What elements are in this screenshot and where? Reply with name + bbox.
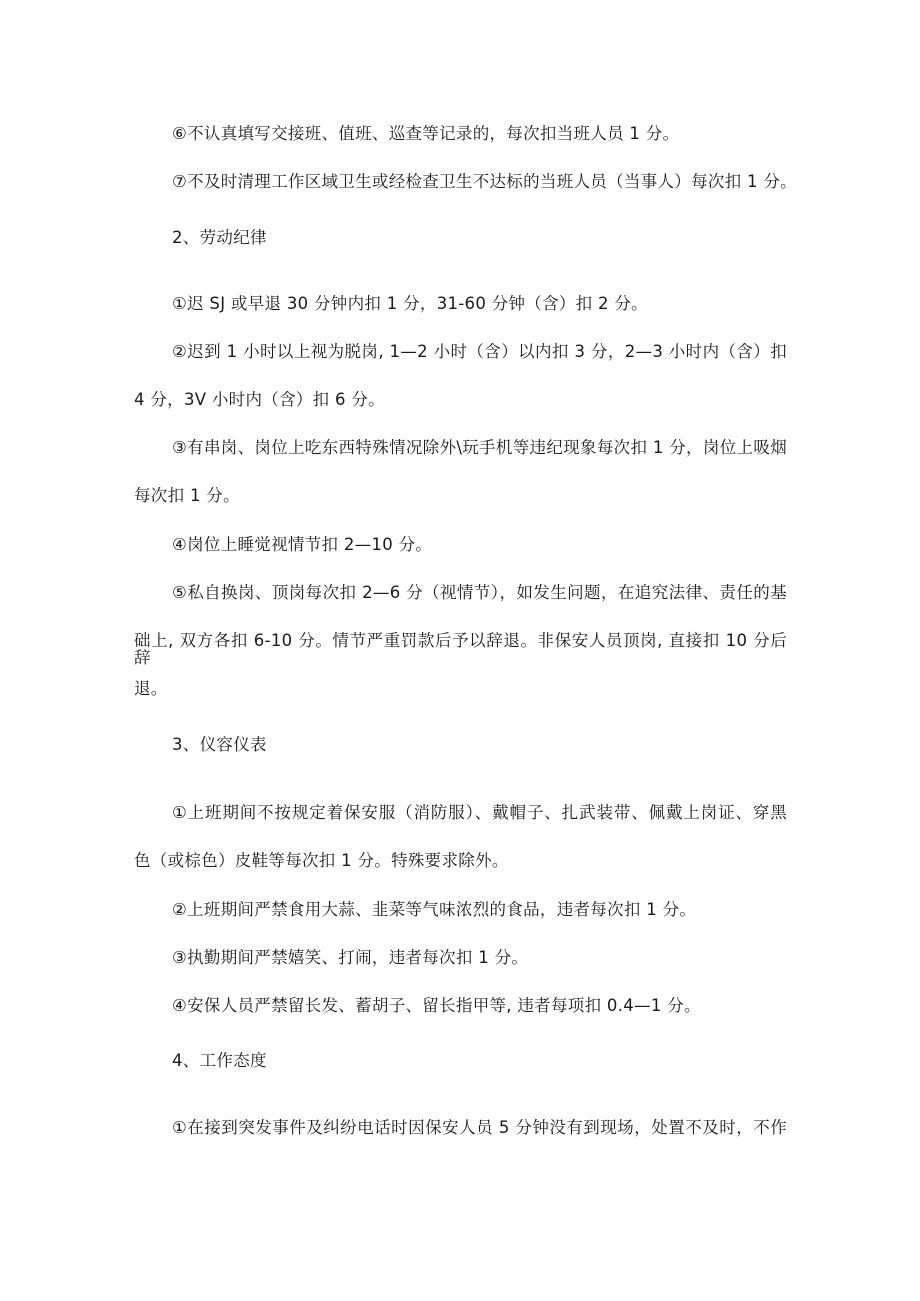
section-heading-appearance: 3、仪容仪表: [172, 735, 267, 754]
labor-rule-3-line-2: 每次扣 1 分。: [134, 486, 240, 505]
section-heading-labor-discipline: 2、劳动纪律: [172, 228, 267, 247]
labor-rule-4: ④岗位上睡觉视情节扣 2—10 分。: [172, 535, 433, 554]
labor-rule-1: ①迟 SJ 或早退 30 分钟内扣 1 分，31-60 分钟（含）扣 2 分。: [172, 294, 648, 313]
appearance-rule-1-line-2: 色（或棕色）皮鞋等每次扣 1 分。特殊要求除外。: [134, 851, 509, 870]
appearance-rule-2: ②上班期间严禁食用大蒜、韭菜等气味浓烈的食品，违者每次扣 1 分。: [172, 900, 697, 919]
attitude-rule-1-line-1: ①在接到突发事件及纠纷电话时因保安人员 5 分钟没有到现场，处置不及时，不作: [172, 1118, 787, 1137]
labor-rule-2-line-1: ②迟到 1 小时以上视为脱岗, 1—2 小时（含）以内扣 3 分，2—3 小时内（含）扣: [172, 342, 787, 361]
labor-rule-5-line-1: ⑤私自换岗、顶岗每次扣 2—6 分（视情节），如发生问题，在追究法律、责任的基: [172, 583, 787, 602]
appearance-rule-1-line-1: ①上班期间不按规定着保安服（消防服）、戴帽子、扎武装带、佩戴上岗证、穿黑: [172, 803, 787, 822]
appearance-rule-3: ③执勤期间严禁嬉笑、打闹，违者每次扣 1 分。: [172, 948, 529, 967]
labor-rule-5-line-2: 础上, 双方各扣 6-10 分。情节严重罚款后予以辞退。非保安人员顶岗, 直接扣 10 分后辞: [134, 631, 787, 667]
rule-6-record-keeping: ⑥不认真填写交接班、值班、巡查等记录的，每次扣当班人员 1 分。: [172, 124, 680, 143]
rule-7-hygiene: ⑦不及时清理工作区域卫生或经检查卫生不达标的当班人员（当事人）每次扣 1 分。: [172, 172, 797, 191]
labor-rule-2-line-2: 4 分，3V 小时内（含）扣 6 分。: [134, 390, 385, 409]
appearance-rule-4: ④安保人员严禁留长发、蓄胡子、留长指甲等, 违者每项扣 0.4—1 分。: [172, 996, 701, 1015]
labor-rule-3-line-1: ③有串岗、岗位上吃东西特殊情况除外\玩手机等违纪现象每次扣 1 分，岗位上吸烟: [172, 438, 787, 457]
section-heading-work-attitude: 4、工作态度: [172, 1051, 267, 1070]
labor-rule-5-line-3: 退。: [134, 679, 168, 698]
